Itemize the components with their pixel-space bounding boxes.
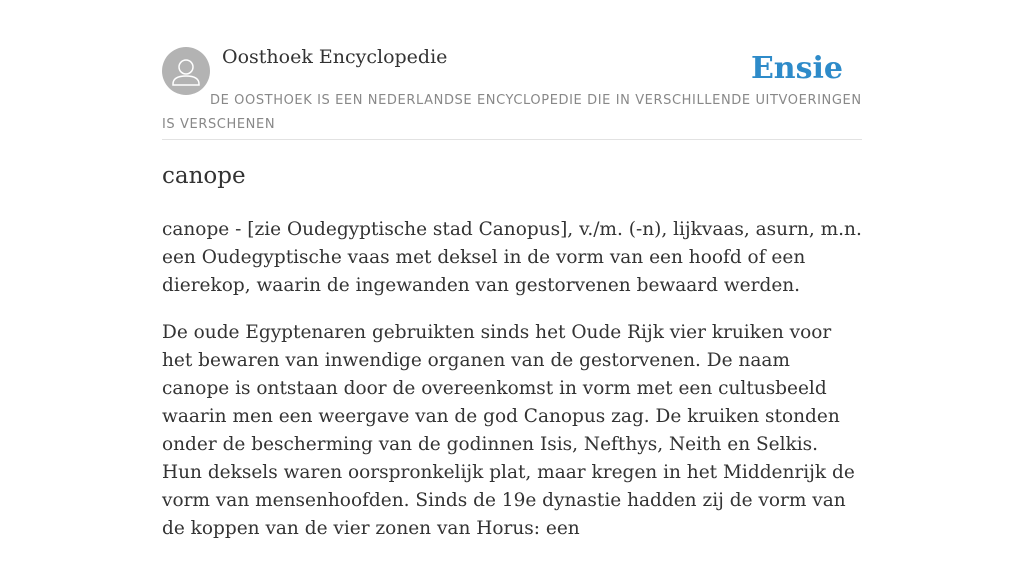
- user-outline-icon: [162, 47, 210, 95]
- entry-paragraph: De oude Egyptenaren gebruikten sinds het Oude Rijk vier kruiken voor het bewaren van inwendige organen van de gestorvenen. De naam canope is ontstaan door de overeenkomst in vorm met een cultusbeeld waarin men een weergave van de god Canopus zag. De kruiken stonden onder de bescherming van de godinnen Isis, Nefthys, Neith en Selkis. Hun deksels waren oorspronkelijk plat, maar kregen in het Middenrijk de vorm van mensenhoofden. Sinds de 19e dynastie hadden zij de vorm van de koppen van de vier zonen van Horus: een: [162, 322, 855, 539]
- user-avatar-icon[interactable]: [162, 47, 210, 95]
- entry-paragraph: canope - [zie Oudegyptische stad Canopus], v./m. (-n), lijkvaas, asurn, m.n. een Oudegyptische vaas met deksel in de vorm van een hoofd of een dierekop, waarin de ingewanden van gestorvenen bewaard werden.: [162, 219, 862, 296]
- site-tagline: DE OOSTHOEK IS EEN NEDERLANDSE ENCYCLOPEDIE DIE IN VERSCHILLENDE UITVOERINGEN IS VERSCHENEN: [162, 93, 862, 132]
- entry-body: [162, 216, 862, 562]
- site-header: [162, 0, 862, 140]
- entry-title: canope: [162, 163, 246, 189]
- site-name-link[interactable]: Oosthoek Encyclopedie: [222, 46, 448, 68]
- ensie-logo-link[interactable]: Ensie: [750, 51, 843, 86]
- page-container: [162, 0, 862, 539]
